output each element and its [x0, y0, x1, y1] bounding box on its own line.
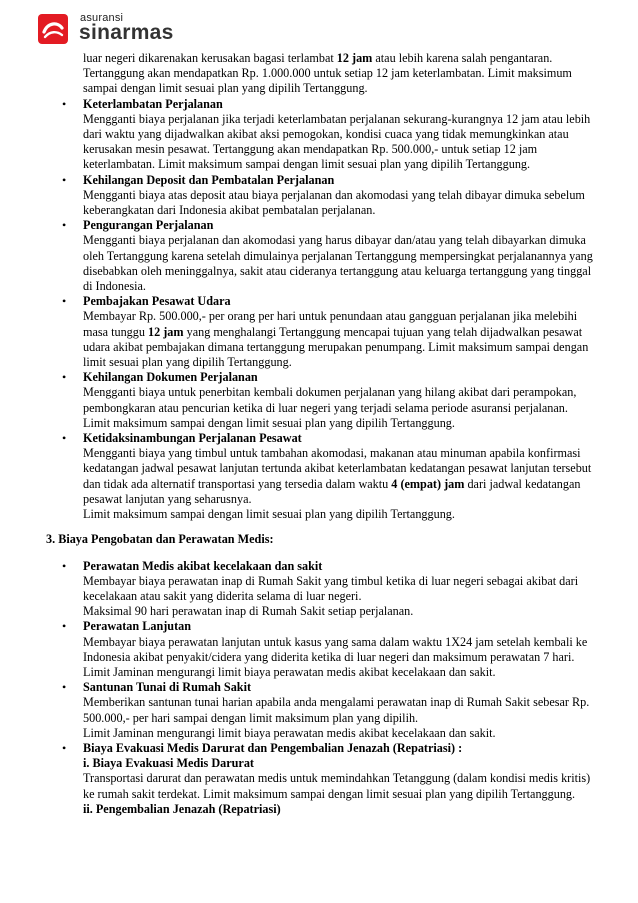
item-body: Mengganti biaya perjalanan dan akomodasi yang harus dibayar dan/atau yang telah dibayarkan dimuka oleh Tertanggung karena setelah dimulainya perjalanan Tertanggung mempersingkat perjalanannya yang disebabkan oleh meninggalnya, sakit atau cideranya tertanggung atau keluarga tertanggung yang tinggal di Indonesia. — [83, 233, 593, 294]
item-title: Perawatan Medis akibat kecelakaan dan sakit — [83, 558, 323, 573]
item-body: Membayar biaya perawatan inap di Rumah Sakit yang timbul ketika di luar negeri sebagai akibat dari kecelakaan atau sakit yang diderita selama di luar negeri. — [83, 573, 579, 603]
document-body — [46, 51, 598, 817]
company-logo — [38, 12, 188, 48]
item-body: Mengganti biaya yang timbul untuk tambahan akomodasi, makanan atau minuman apabila konfirmasi kedatangan jadwal pesawat lanjutan tertunda akibat keterlambatan kedatangan pesawat lanjutan tersebut dan tidak ada alternatif transportasi yang tersedia dalam waktu 4 (empat) jam dari jadwal kedatangan pesawat lanjutan yang seharusnya. — [83, 446, 592, 506]
item-body: Mengganti biaya atas deposit atau biaya perjalanan dan akomodasi yang telah dibayar dimuka sebelum keberangkatan dari Indonesia akibat pembatalan perjalanan. — [83, 187, 585, 218]
bullet-icon: • — [62, 558, 67, 573]
bullet-icon: • — [62, 619, 67, 634]
list-item — [46, 680, 598, 741]
bullet-icon: • — [62, 740, 67, 755]
item-body-note: Maksimal 90 hari perawatan inap di Rumah Sakit setiap perjalanan. — [83, 604, 414, 619]
list-item — [46, 294, 598, 370]
item-body: Mengganti biaya perjalanan jika terjadi keterlambatan perjalanan sekurang-kurangnya 12 jam atau lebih dari waktu yang dijadwalkan akibat aksi pemogokan, kondisi cuaca yang tidak memungkinkan atau kerusakan mesin pesawat. Tertanggung akan mendapatkan Rp. 500.000,- untuk setiap 12 jam keterlambatan. Limit maksimum sampai dengan limit sesuai plan yang dipilih Tertanggung. — [83, 111, 591, 172]
list-item — [46, 431, 598, 522]
intro-paragraph: luar negeri dikarenakan kerusakan bagasi terlambat 12 jam atau lebih karena salah pengantaran. Tertanggung akan mendapatkan Rp. 1.000.000 untuk setiap 12 jam keterlambatan. Limit maksimum sampai dengan limit sesuai plan yang dipilih Tertanggung. — [83, 51, 572, 96]
item-subtitle: ii. Pengembalian Jenazah (Repatriasi) — [83, 801, 281, 816]
item-title: Pengurangan Perjalanan — [83, 218, 214, 233]
logo-text-top: asuransi — [80, 12, 124, 24]
item-title: Pembajakan Pesawat Udara — [83, 294, 231, 309]
bullet-icon: • — [62, 680, 67, 695]
item-title: Kehilangan Deposit dan Pembatalan Perjalanan — [83, 172, 335, 187]
item-body-note: Limit Jaminan mengurangi limit biaya perawatan medis akibat kecelakaan dan sakit. — [83, 664, 496, 679]
list-item — [46, 559, 598, 620]
item-body: Membayar Rp. 500.000,- per orang per hari untuk penundaan atau gangguan perjalanan jika melebihi masa tunggu 12 jam yang menghalangi Tertanggung mencapai tujuan yang telah dijadwalkan pesawat udara akibat pembajakan dimana tertanggung merupakan penumpang. Limit maksimum sampai dengan limit sesuai plan yang dipilih Tertanggung. — [83, 309, 589, 370]
bullet-icon: • — [62, 218, 67, 233]
item-title: Ketidaksinambungan Perjalanan Pesawat — [83, 431, 302, 446]
item-subtitle: i. Biaya Evakuasi Medis Darurat — [83, 756, 254, 771]
list-item — [46, 741, 598, 817]
item-title: Biaya Evakuasi Medis Darurat dan Pengembalian Jenazah (Repatriasi) : — [83, 740, 463, 755]
bullet-icon: • — [62, 370, 67, 385]
item-title: Santunan Tunai di Rumah Sakit — [83, 680, 252, 695]
item-body-note: Limit Jaminan mengurangi limit biaya perawatan medis akibat kecelakaan dan sakit. — [83, 725, 496, 740]
item-body: Memberikan santunan tunai harian apabila anda mengalami perawatan inap di Rumah Sakit sebesar Rp. 500.000,- per hari sampai dengan limit maksimum plan yang dipilih. — [83, 695, 590, 725]
item-body: Mengganti biaya untuk penerbitan kembali dokumen perjalanan yang hilang akibat dari perampokan, pembongkaran atau pencurian ketika di luar negeri yang terjadi selama periode asuransi perjalanan. Limit maksimum sampai dengan limit sesuai plan yang dipilih Tertanggung. — [83, 385, 577, 430]
item-body-limit: Limit maksimum sampai dengan limit sesuai plan yang dipilih Tertanggung. — [83, 507, 455, 522]
list-item — [46, 619, 598, 680]
item-body: Membayar biaya perawatan lanjutan untuk kasus yang sama dalam waktu 1X24 jam setelah kembali ke Indonesia akibat penyakit/cidera yang diderita ketika di luar negeri dan maksimum perawatan 7 hari. — [83, 634, 588, 664]
bullet-icon: • — [62, 431, 67, 446]
item-title: Keterlambatan Perjalanan — [83, 96, 223, 111]
logo-text-main: sinarmas — [79, 21, 174, 44]
list-item — [46, 97, 598, 173]
list-item — [46, 370, 598, 431]
list-item — [46, 218, 598, 294]
item-title: Perawatan Lanjutan — [83, 619, 191, 634]
sinarmas-logo-icon — [38, 14, 68, 44]
bullet-icon: • — [62, 172, 67, 187]
list-item — [46, 173, 598, 219]
section-heading: 3. Biaya Pengobatan dan Perawatan Medis: — [46, 532, 274, 547]
bullet-icon: • — [62, 294, 67, 309]
item-body: Transportasi darurat dan perawatan medis untuk memindahkan Tetanggung (dalam kondisi medis kritis) ke rumah sakit terdekat. Limit maksimum sampai dengan limit sesuai plan yang dipilih Tertanggung. — [83, 771, 591, 801]
bullet-icon: • — [62, 96, 67, 111]
item-title: Kehilangan Dokumen Perjalanan — [83, 370, 258, 385]
